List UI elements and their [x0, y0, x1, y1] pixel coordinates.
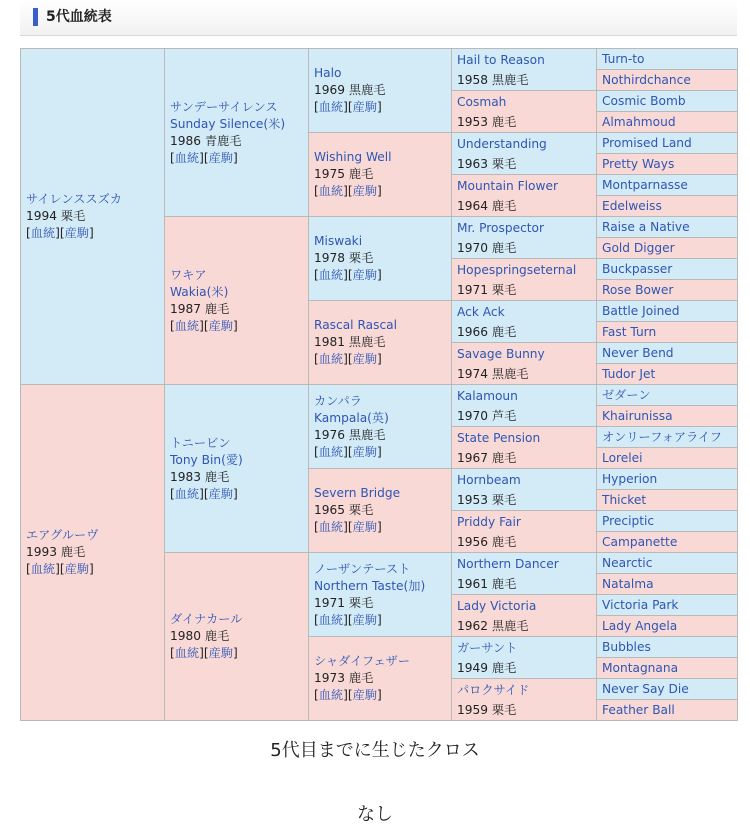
pedigree-cell-gen4 — [452, 133, 597, 175]
pedigree-row — [21, 49, 738, 70]
horse-name-link[interactable]: Gold Digger — [602, 241, 675, 255]
horse-name-link[interactable]: シャダイフェザー — [314, 654, 411, 668]
offspring-link[interactable]: 産駒 — [64, 226, 90, 240]
pedigree-cell-gen5 — [597, 112, 738, 133]
pedigree-cell-gen5 — [597, 70, 738, 91]
pedigree-cell-gen4 — [452, 385, 597, 427]
horse-year-coat: 1980 鹿毛 — [170, 629, 230, 643]
horse-name-link[interactable]: Ack Ack — [457, 304, 505, 319]
horse-name-link[interactable]: Natalma — [602, 577, 654, 591]
horse-name-link[interactable]: オンリーフォアライフ — [602, 430, 722, 444]
pedigree-table — [20, 48, 738, 721]
pedigree-cell-gen5 — [597, 133, 738, 154]
pedigree-cell-gen5 — [597, 490, 738, 511]
horse-name-link[interactable]: Lady Victoria — [457, 598, 537, 613]
horse-name-link[interactable]: Savage Bunny — [457, 346, 545, 361]
pedigree-cell-gen4 — [452, 595, 597, 637]
horse-name-link[interactable]: ゼダーン — [602, 388, 651, 402]
pedigree-cell-gen3: Wishing Well 1975 鹿毛 [血統][産駒] — [309, 133, 452, 217]
horse-name-link[interactable]: Priddy Fair — [457, 514, 521, 529]
pedigree-cell-gen2: ダイナカール 1980 鹿毛 [血統][産駒] — [165, 553, 309, 721]
pedigree-cell-gen4 — [452, 427, 597, 469]
pedigree-cell-gen5 — [597, 658, 738, 679]
section-header — [20, 0, 737, 36]
pedigree-link[interactable]: 血統 — [318, 520, 344, 534]
horse-name-link[interactable]: Hopespringseternal — [457, 262, 577, 277]
horse-year-coat: 1966 鹿毛 — [457, 324, 517, 339]
pedigree-link[interactable]: 血統 — [318, 688, 344, 702]
horse-year-coat: 1973 鹿毛 — [314, 671, 374, 685]
horse-year-coat: 1987 鹿毛 — [170, 301, 230, 316]
pedigree-cell-gen5 — [597, 259, 738, 280]
horse-name-link[interactable]: Rascal Rascal — [314, 318, 398, 332]
offspring-link[interactable]: 産駒 — [352, 100, 378, 114]
horse-english-name-link[interactable]: Sunday Silence(米) — [170, 116, 286, 131]
horse-year-coat: 1993 鹿毛 — [26, 545, 86, 559]
offspring-link[interactable]: 産駒 — [208, 150, 234, 165]
pedigree-cell-gen4 — [452, 217, 597, 259]
cross-heading: 5代目までに生じたクロス — [270, 740, 480, 761]
horse-name-link[interactable]: エアグルーヴ — [26, 528, 99, 542]
horse-year-coat: 1949 鹿毛 — [457, 660, 517, 675]
horse-name-link[interactable]: State Pension — [457, 430, 541, 445]
horse-english-name-link[interactable]: Tony Bin(愛) — [170, 452, 243, 467]
pedigree-link[interactable]: 血統 — [174, 646, 200, 660]
pedigree-cell-gen5 — [597, 196, 738, 217]
pedigree-cell-gen2: サンデーサイレンス Sunday Silence(米) 1986 青鹿毛 [血統][産駒] — [165, 49, 309, 217]
horse-name-link[interactable]: Montparnasse — [602, 178, 688, 192]
horse-year-coat: 1986 青鹿毛 — [170, 133, 242, 148]
horse-name-link[interactable]: Mountain Flower — [457, 178, 558, 193]
horse-year-coat: 1959 栗毛 — [457, 702, 517, 717]
horse-year-coat: 1981 黒鹿毛 — [314, 335, 386, 349]
pedigree-cell-gen4 — [452, 469, 597, 511]
pedigree-cell-gen5 — [597, 364, 738, 385]
pedigree-cell-gen5 — [597, 679, 738, 700]
horse-english-name-link[interactable]: Northern Taste(加) — [314, 578, 426, 593]
pedigree-cell-gen3: ノーザンテースト Northern Taste(加) 1971 栗毛 [血統][産駒] — [309, 553, 452, 637]
pedigree-cell-gen4 — [452, 259, 597, 301]
pedigree-cell-gen2: トニービン Tony Bin(愛) 1983 鹿毛 [血統][産駒] — [165, 385, 309, 553]
pedigree-link[interactable]: 血統 — [318, 268, 344, 282]
horse-year-coat: 1978 栗毛 — [314, 251, 374, 265]
horse-name-link[interactable]: Edelweiss — [602, 199, 662, 213]
pedigree-link[interactable]: 血統 — [318, 184, 344, 198]
pedigree-row — [21, 385, 738, 406]
horse-name-link[interactable]: Khairunissa — [602, 409, 673, 423]
horse-name-link[interactable]: Severn Bridge — [314, 486, 401, 500]
cross-value: なし — [357, 804, 393, 825]
horse-year-coat: 1956 鹿毛 — [457, 534, 517, 549]
offspring-link[interactable]: 産駒 — [208, 486, 234, 501]
pedigree-link[interactable]: 血統 — [174, 486, 200, 501]
horse-year-coat: 1964 鹿毛 — [457, 198, 517, 213]
pedigree-cell-gen5 — [597, 343, 738, 364]
pedigree-cell-gen5 — [597, 49, 738, 70]
horse-name-link[interactable]: Northern Dancer — [457, 556, 559, 571]
pedigree-cell-gen5 — [597, 91, 738, 112]
horse-name-link[interactable]: ガーサント — [457, 640, 518, 655]
horse-name-link[interactable]: Bubbles — [602, 640, 651, 654]
pedigree-cell-gen2: ワキア Wakia(米) 1987 鹿毛 [血統][産駒] — [165, 217, 309, 385]
pedigree-cell-gen4 — [452, 553, 597, 595]
horse-year-coat: 1976 黒鹿毛 — [314, 427, 386, 442]
pedigree-link[interactable]: 血統 — [30, 562, 56, 576]
pedigree-cell-gen5 — [597, 448, 738, 469]
horse-name-link[interactable]: Turn-to — [602, 52, 645, 66]
pedigree-cell-gen5 — [597, 574, 738, 595]
horse-name-link[interactable]: サンデーサイレンス — [170, 99, 278, 114]
horse-name-link[interactable]: Never Bend — [602, 346, 674, 360]
horse-name-link[interactable]: Almahmoud — [602, 115, 676, 129]
pedigree-cell-gen4 — [452, 301, 597, 343]
horse-year-coat: 1970 芦毛 — [457, 408, 517, 423]
pedigree-cell-gen3: Halo 1969 黒鹿毛 [血統][産駒] — [309, 49, 452, 133]
offspring-link[interactable]: 産駒 — [352, 520, 378, 534]
pedigree-cell-gen4 — [452, 343, 597, 385]
horse-year-coat: 1967 鹿毛 — [457, 450, 517, 465]
horse-year-coat: 1971 栗毛 — [457, 282, 517, 297]
pedigree-link[interactable]: 血統 — [174, 318, 200, 333]
horse-name-link[interactable]: Lady Angela — [602, 619, 678, 633]
horse-name-link[interactable]: Halo — [314, 66, 342, 80]
section-title: 5代血統表 — [46, 9, 112, 25]
horse-year-coat: 1983 鹿毛 — [170, 469, 230, 484]
pedigree-cell-gen5 — [597, 238, 738, 259]
section-accent-bar — [33, 8, 38, 26]
horse-year-coat: 1974 黒鹿毛 — [457, 366, 529, 381]
pedigree-cell-gen4 — [452, 49, 597, 91]
horse-name-link[interactable]: ワキア — [170, 267, 207, 282]
horse-name-link[interactable]: Understanding — [457, 136, 547, 151]
horse-year-coat: 1969 黒鹿毛 — [314, 83, 386, 97]
offspring-link[interactable]: 産駒 — [352, 184, 378, 198]
pedigree-cell-gen3: Miswaki 1978 栗毛 [血統][産駒] — [309, 217, 452, 301]
horse-year-coat: 1961 鹿毛 — [457, 576, 517, 591]
horse-name-link[interactable]: Fast Turn — [602, 325, 657, 339]
pedigree-cell-gen5 — [597, 637, 738, 658]
horse-name-link[interactable]: Hyperion — [602, 472, 658, 486]
horse-name-link[interactable]: Hail to Reason — [457, 52, 545, 67]
pedigree-link[interactable]: 血統 — [174, 150, 200, 165]
pedigree-cell-gen5 — [597, 553, 738, 574]
pedigree-link[interactable]: 血統 — [318, 612, 344, 627]
pedigree-cell-gen4 — [452, 637, 597, 679]
pedigree-cell-gen5 — [597, 154, 738, 175]
horse-year-coat: 1953 鹿毛 — [457, 114, 517, 129]
pedigree-cell-gen5 — [597, 532, 738, 553]
horse-name-link[interactable]: Mr. Prospector — [457, 220, 545, 235]
horse-name-link[interactable]: Thicket — [602, 493, 647, 507]
horse-name-link[interactable]: トニービン — [170, 435, 231, 450]
horse-name-link[interactable]: Lorelei — [602, 451, 643, 465]
pedigree-cell-gen1: エアグルーヴ 1993 鹿毛 [血統][産駒] — [21, 385, 165, 721]
pedigree-cell-gen4 — [452, 679, 597, 721]
horse-name-link[interactable]: ノーザンテースト — [314, 561, 411, 576]
horse-name-link[interactable]: Nearctic — [602, 556, 653, 570]
offspring-link[interactable]: 産駒 — [352, 688, 378, 702]
pedigree-cell-gen3: Rascal Rascal 1981 黒鹿毛 [血統][産駒] — [309, 301, 452, 385]
offspring-link[interactable]: 産駒 — [352, 352, 378, 366]
pedigree-cell-gen5 — [597, 595, 738, 616]
pedigree-cell-gen5 — [597, 217, 738, 238]
pedigree-cell-gen1: サイレンススズカ 1994 栗毛 [血統][産駒] — [21, 49, 165, 385]
horse-name-link[interactable]: Pretty Ways — [602, 157, 675, 171]
pedigree-cell-gen5 — [597, 427, 738, 448]
horse-name-link[interactable]: Miswaki — [314, 234, 363, 248]
offspring-link[interactable]: 産駒 — [352, 612, 378, 627]
horse-year-coat: 1962 黒鹿毛 — [457, 618, 529, 633]
offspring-link[interactable]: 産駒 — [352, 268, 378, 282]
horse-name-link[interactable]: Preciptic — [602, 514, 655, 528]
pedigree-cell-gen4 — [452, 175, 597, 217]
horse-name-link[interactable]: Cosmic Bomb — [602, 94, 686, 108]
horse-name-link[interactable]: Battle Joined — [602, 304, 680, 318]
horse-name-link[interactable]: ダイナカール — [170, 612, 243, 626]
pedigree-cell-gen5 — [597, 469, 738, 490]
pedigree-cell-gen5 — [597, 301, 738, 322]
horse-year-coat: 1971 栗毛 — [314, 595, 374, 610]
pedigree-link[interactable]: 血統 — [30, 226, 56, 240]
pedigree-cell-gen4 — [452, 91, 597, 133]
pedigree-cell-gen3: シャダイフェザー 1973 鹿毛 [血統][産駒] — [309, 637, 452, 721]
pedigree-cell-gen4 — [452, 511, 597, 553]
horse-year-coat: 1953 栗毛 — [457, 492, 517, 507]
horse-name-link[interactable]: Montagnana — [602, 661, 679, 675]
horse-year-coat: 1965 栗毛 — [314, 503, 374, 517]
horse-name-link[interactable]: Feather Ball — [602, 703, 675, 717]
horse-year-coat: 1994 栗毛 — [26, 209, 86, 223]
horse-name-link[interactable]: Kalamoun — [457, 388, 518, 403]
pedigree-cell-gen5 — [597, 385, 738, 406]
horse-name-link[interactable]: Hornbeam — [457, 472, 521, 487]
horse-name-link[interactable]: Cosmah — [457, 94, 507, 109]
horse-name-link[interactable]: Wishing Well — [314, 150, 392, 164]
pedigree-cell-gen5 — [597, 406, 738, 427]
horse-name-link[interactable]: カンパラ — [314, 393, 362, 408]
horse-name-link[interactable]: Buckpasser — [602, 262, 673, 276]
horse-name-link[interactable]: Rose Bower — [602, 283, 674, 297]
horse-name-link[interactable]: Promised Land — [602, 136, 692, 150]
offspring-link[interactable]: 産駒 — [208, 646, 234, 660]
horse-name-link[interactable]: Raise a Native — [602, 220, 690, 234]
pedigree-link[interactable]: 血統 — [318, 352, 344, 366]
horse-year-coat: 1975 鹿毛 — [314, 167, 374, 181]
pedigree-link[interactable]: 血統 — [318, 444, 344, 459]
horse-english-name-link[interactable]: Kampala(英) — [314, 410, 389, 425]
pedigree-cell-gen3: カンパラ Kampala(英) 1976 黒鹿毛 [血統][産駒] — [309, 385, 452, 469]
horse-name-link[interactable]: Never Say Die — [602, 682, 689, 696]
pedigree-cell-gen3: Severn Bridge 1965 栗毛 [血統][産駒] — [309, 469, 452, 553]
horse-name-link[interactable]: Victoria Park — [602, 598, 679, 612]
pedigree-link[interactable]: 血統 — [318, 100, 344, 114]
pedigree-cell-gen5 — [597, 280, 738, 301]
horse-year-coat: 1970 鹿毛 — [457, 240, 517, 255]
offspring-link[interactable]: 産駒 — [64, 562, 90, 576]
horse-english-name-link[interactable]: Wakia(米) — [170, 284, 229, 299]
pedigree-cell-gen5 — [597, 700, 738, 721]
horse-year-coat: 1958 黒鹿毛 — [457, 72, 529, 87]
pedigree-cell-gen5 — [597, 511, 738, 532]
offspring-link[interactable]: 産駒 — [352, 444, 378, 459]
pedigree-cell-gen5 — [597, 322, 738, 343]
horse-name-link[interactable]: Campanette — [602, 535, 678, 549]
horse-name-link[interactable]: パロクサイド — [457, 682, 530, 697]
horse-year-coat: 1963 栗毛 — [457, 156, 517, 171]
offspring-link[interactable]: 産駒 — [208, 318, 234, 333]
pedigree-cell-gen5 — [597, 175, 738, 196]
horse-name-link[interactable]: サイレンススズカ — [26, 192, 122, 206]
horse-name-link[interactable]: Nothirdchance — [602, 73, 691, 87]
horse-name-link[interactable]: Tudor Jet — [602, 367, 656, 381]
pedigree-cell-gen5 — [597, 616, 738, 637]
